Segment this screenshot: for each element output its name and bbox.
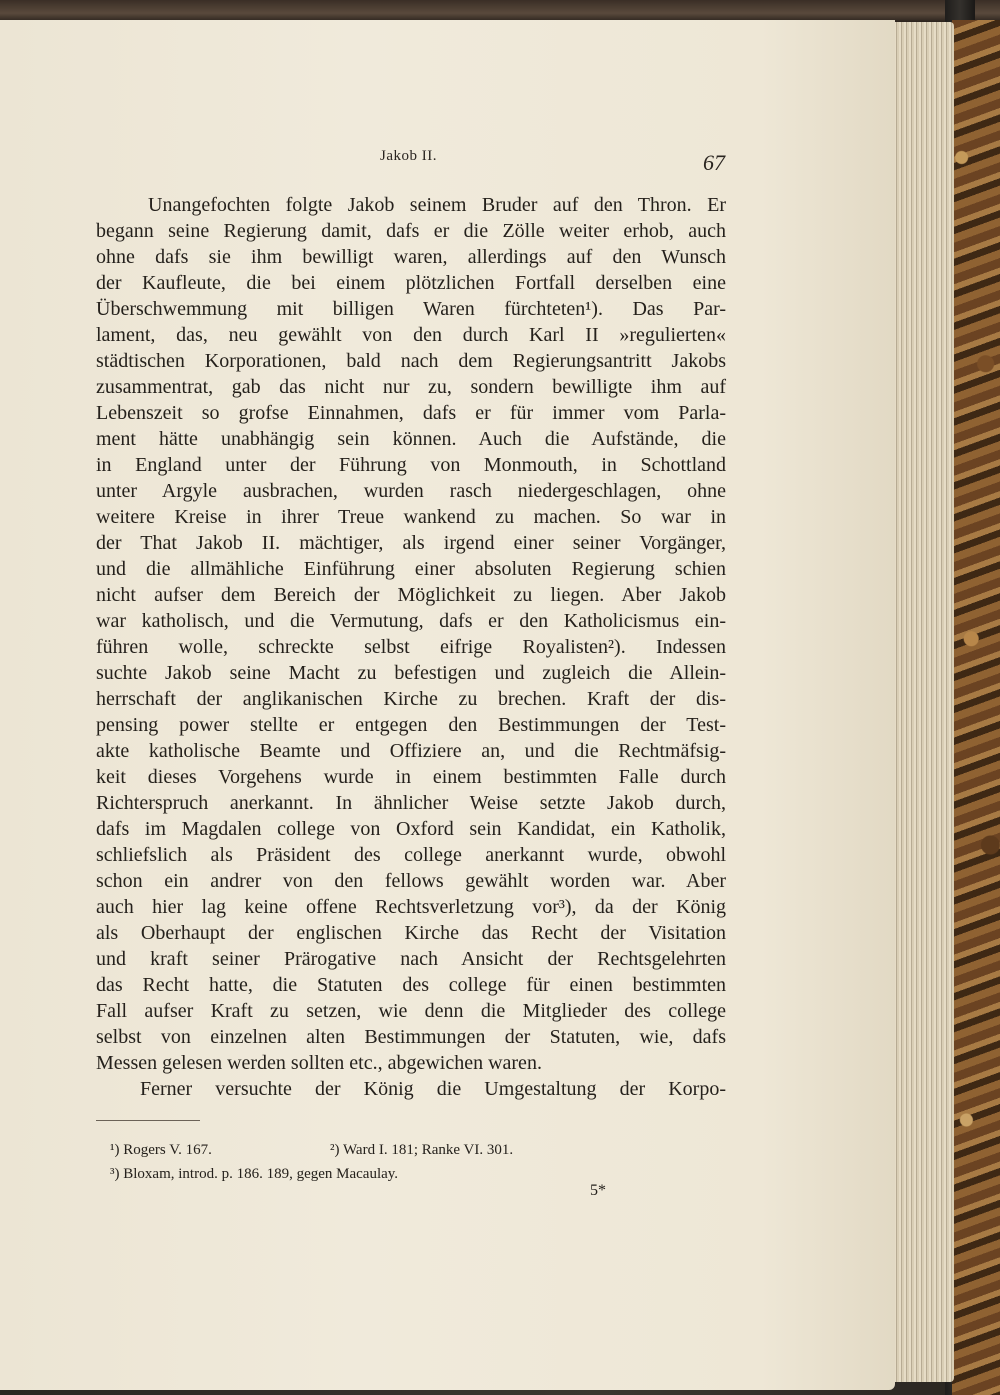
text-line: zusammentrat, gab das nicht nur zu, sondern bewilligte ihm auf bbox=[96, 376, 726, 398]
text-line: auch hier lag keine offene Rechtsverletzung vor³), da der König bbox=[96, 896, 726, 918]
signature-mark: 5* bbox=[590, 1182, 606, 1199]
footnote-divider bbox=[96, 1120, 200, 1121]
text-line: und die allmähliche Einführung einer absoluten Regierung schien bbox=[96, 558, 726, 580]
text-line: keit dieses Vorgehens wurde in einem bestimmten Falle durch bbox=[96, 766, 726, 788]
text-line: Fall aufser Kraft zu setzen, wie denn die Mitglieder des college bbox=[96, 1000, 726, 1022]
text-line: in England unter der Führung von Monmouth, in Schottland bbox=[96, 454, 726, 476]
text-line: der That Jakob II. mächtiger, als irgend einer seiner Vorgänger, bbox=[96, 532, 726, 554]
text-line: Richterspruch anerkannt. In ähnlicher Weise setzte Jakob durch, bbox=[96, 792, 726, 814]
text-line: Lebenszeit so grofse Einnahmen, dafs er für immer vom Parla- bbox=[96, 402, 726, 424]
text-line: herrschaft der anglikanischen Kirche zu brechen. Kraft der dis- bbox=[96, 688, 726, 710]
footnote-3: ³) Bloxam, introd. p. 186. 189, gegen Macaulay. bbox=[110, 1166, 399, 1182]
marbled-edge bbox=[952, 20, 1000, 1395]
footnotes bbox=[110, 1138, 670, 1186]
top-edge bbox=[0, 0, 1000, 22]
text-line: weitere Kreise in ihrer Treue wankend zu machen. So war in bbox=[96, 506, 726, 528]
text-line: begann seine Regierung damit, dafs er die Zölle weiter erhob, auch bbox=[96, 220, 726, 242]
text-line: Ferner versuchte der König die Umgestaltung der Korpo- bbox=[140, 1078, 726, 1100]
text-line: ohne dafs sie ihm bewilligt waren, allerdings auf den Wunsch bbox=[96, 246, 726, 268]
footnote-1: ¹) Rogers V. 167. bbox=[110, 1142, 212, 1158]
text-line: akte katholische Beamte und Offiziere an, und die Rechtmäfsig- bbox=[96, 740, 726, 762]
text-line: als Oberhaupt der englischen Kirche das Recht der Visitation bbox=[96, 922, 726, 944]
text-line: unter Argyle ausbrachen, wurden rasch niedergeschlagen, ohne bbox=[96, 480, 726, 502]
body-text bbox=[96, 192, 726, 1102]
text-line: schliefslich als Präsident des college anerkannt wurde, obwohl bbox=[96, 844, 726, 866]
page-number: 67 bbox=[703, 150, 725, 175]
text-line: pensing power stellte er entgegen den Bestimmungen der Test- bbox=[96, 714, 726, 736]
text-line: Messen gelesen werden sollten etc., abgewichen waren. bbox=[96, 1052, 542, 1074]
text-line: führen wolle, schreckte selbst eifrige Royalisten²). Indessen bbox=[96, 636, 726, 658]
text-line: selbst von einzelnen alten Bestimmungen der Statuten, wie, dafs bbox=[96, 1026, 726, 1048]
text-line: ment hätte unabhängig sein können. Auch die Aufstände, die bbox=[96, 428, 726, 450]
text-line: nicht aufser dem Bereich der Möglichkeit zu liegen. Aber Jakob bbox=[96, 584, 726, 606]
text-line: war katholisch, und die Vermutung, dafs er den Katholicismus ein- bbox=[96, 610, 726, 632]
running-header: Jakob II. bbox=[380, 148, 437, 164]
text-line: städtischen Korporationen, bald nach dem Regierungsantritt Jakobs bbox=[96, 350, 726, 372]
text-line: und kraft seiner Prärogative nach Ansicht der Rechtsgelehrten bbox=[96, 948, 726, 970]
text-line: Unangefochten folgte Jakob seinem Bruder auf den Thron. Er bbox=[148, 194, 726, 216]
text-line: lament, das, neu gewählt von den durch Karl II »regulierten« bbox=[96, 324, 726, 346]
footnote-2: ²) Ward I. 181; Ranke VI. 301. bbox=[330, 1142, 514, 1158]
text-line: der Kaufleute, die bei einem plötzlichen Fortfall derselben eine bbox=[96, 272, 726, 294]
text-line: schon ein andrer von den fellows gewählt worden war. Aber bbox=[96, 870, 726, 892]
text-line: suchte Jakob seine Macht zu befestigen und zugleich die Allein- bbox=[96, 662, 726, 684]
text-line: das Recht hatte, die Statuten des college für einen bestimmten bbox=[96, 974, 726, 996]
text-line: dafs im Magdalen college von Oxford sein Kandidat, ein Katholik, bbox=[96, 818, 726, 840]
text-line: Überschwemmung mit billigen Waren fürchteten¹). Das Par- bbox=[96, 298, 726, 320]
